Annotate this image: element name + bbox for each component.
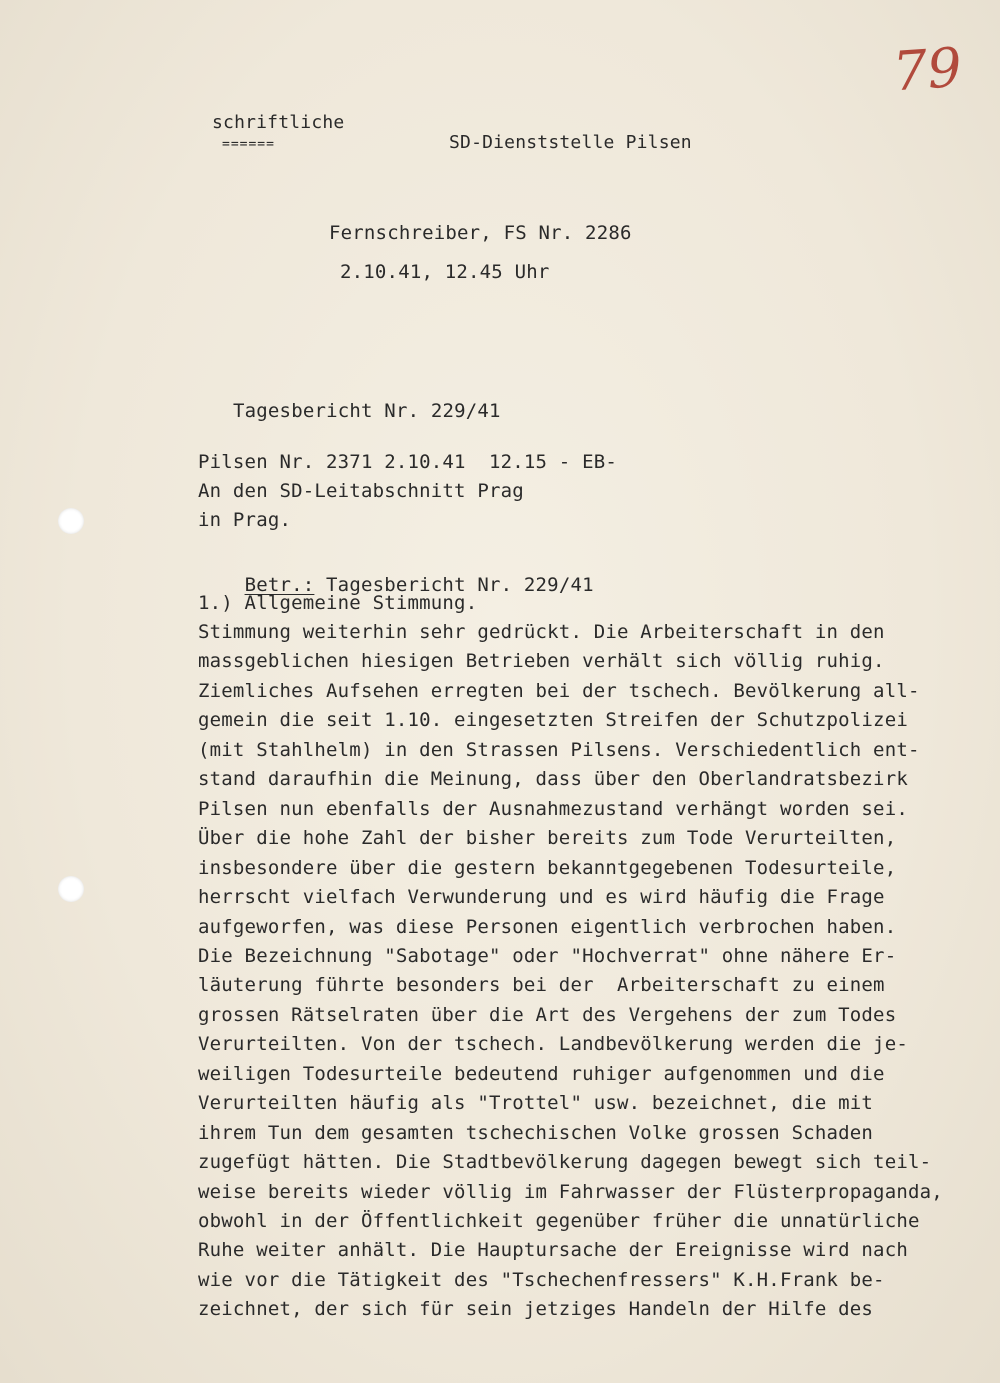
body-line: Verurteilten häufig als "Trottel" usw. bezeichnet, die mit (198, 1092, 874, 1115)
body-line: weise bereits wieder völlig im Fahrwasser der Flüsterpropaganda, (198, 1180, 943, 1203)
body-line: weiligen Todesurteile bedeutend ruhiger aufgenommen und die (198, 1062, 885, 1085)
body-line: insbesondere über die gestern bekanntgegebenen Todesurteile, (198, 856, 897, 879)
routing-line-3: in Prag. (198, 509, 292, 531)
office-name: SD-Dienststelle Pilsen (449, 132, 692, 153)
body-line: Ruhe weiter anhält. Die Hauptursache der Ereignisse wird nach (198, 1239, 908, 1262)
body-line: grossen Rätselraten über die Art des Vergehens der zum Todes (198, 1003, 897, 1026)
header-left-underline: ====== (222, 137, 275, 152)
body-line: Verurteilten. Von der tschech. Landbevölkerung werden die je- (198, 1033, 908, 1056)
body-line: zeichnet, der sich für sein jetziges Handeln der Hilfe des (198, 1298, 874, 1321)
report-title: Tagesbericht Nr. 229/41 (233, 400, 501, 422)
transmission-line-2: 2.10.41, 12.45 Uhr (340, 261, 550, 283)
body-line: Ziemliches Aufsehen erregten bei der tschech. Bevölkerung all- (198, 679, 920, 702)
body-line: aufgeworfen, was diese Personen eigentlich verbrochen haben. (198, 915, 897, 938)
subject-text: Tagesbericht Nr. 229/41 (314, 574, 594, 596)
body-line: (mit Stahlhelm) in den Strassen Pilsens. Verschiedentlich ent- (198, 738, 920, 761)
body-line: wie vor die Tätigkeit des "Tschechenfressers" K.H.Frank be- (198, 1268, 885, 1291)
routing-line-2: An den SD-Leitabschnitt Prag (198, 480, 524, 502)
body-line: obwohl in der Öffentlichkeit gegenüber früher die unnatürliche (198, 1210, 920, 1232)
subject-label: Betr.: (244, 574, 315, 596)
body-line: Pilsen nun ebenfalls der Ausnahmezustand verhängt worden sei. (198, 797, 908, 820)
handwritten-page-number: 79 (890, 35, 964, 104)
body-line: Stimmung weiterhin sehr gedrückt. Die Arbeiterschaft in den (198, 621, 885, 643)
body-line: läuterung führte besonders bei der Arbeiterschaft zu einem (198, 974, 885, 997)
punch-hole-top (58, 508, 84, 534)
body-line: Über die hohe Zahl der bisher bereits zum Tode Verurteilten, (198, 827, 897, 850)
section-heading: 1.) Allgemeine Stimmung. (198, 592, 478, 614)
body-line: massgeblichen hiesigen Betrieben verhält sich völlig ruhig. (198, 650, 885, 673)
body-line: gemein die seit 1.10. eingesetzten Streifen der Schutzpolizei (198, 709, 908, 732)
body-line: ihrem Tun dem gesamten tschechischen Volke grossen Schaden (198, 1121, 874, 1144)
body-line: Die Bezeichnung "Sabotage" oder "Hochverrat" ohne nähere Er- (198, 944, 897, 967)
body-line: herrscht vielfach Verwunderung und es wird häufig die Frage (198, 886, 885, 909)
header-left-label: schriftliche (212, 112, 345, 133)
routing-line-1: Pilsen Nr. 2371 2.10.41 12.15 - EB- (198, 451, 618, 473)
punch-hole-bottom (58, 876, 84, 902)
body-line: stand daraufhin die Meinung, dass über den Oberlandratsbezirk (198, 768, 908, 791)
transmission-line-1: Fernschreiber, FS Nr. 2286 (329, 222, 632, 244)
body-line: zugefügt hätten. Die Stadtbevölkerung dagegen bewegt sich teil- (198, 1151, 932, 1174)
